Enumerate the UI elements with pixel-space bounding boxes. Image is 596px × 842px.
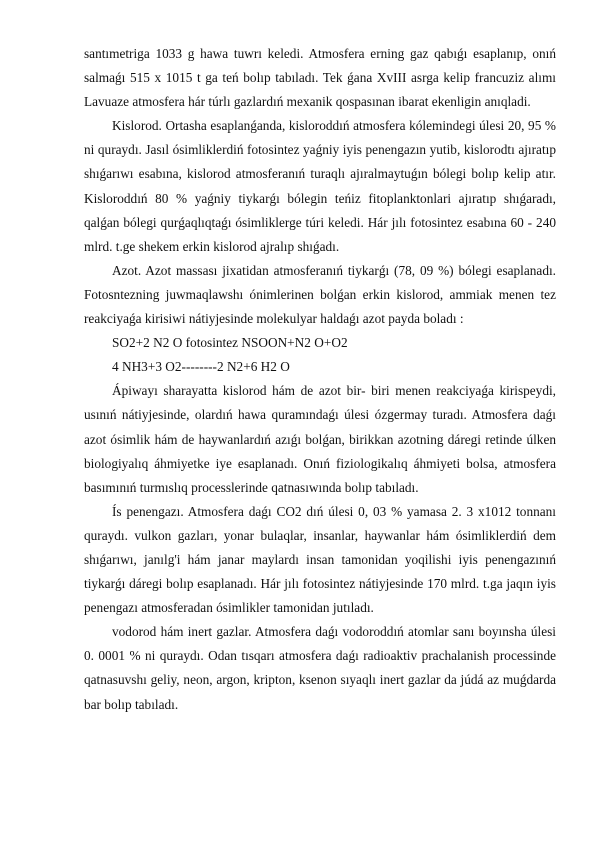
document-page [84,42,556,717]
paragraph-carbon-dioxide: Ís penengazı. Atmosfera daǵı CO2 dıń úlesi 0, 03 % yamasa 2. 3 x1012 tonnanı quraydı. vulkon gazları, yonar bulaqlar, insanlar, haywanlar hám ósimliklerdiń dem shıǵarıwı, janılg'i hám janar maylardı insan tamonidan yoqilishi iyis penengazınıń tiykarǵı dáregi bolıp esaplanadı. Hár jılı fotosintez nátiyjesinde 170 mlrd. t.ga jaqın iyis penengazı atmosferadan ósimlikler tamonidan jutıladı. [84,503,556,616]
paragraph-oxygen-nitrogen-reaction: Ápiwayı sharayatta kislorod hám de azot bir- biri menen reakciyaǵa kirispeydi, usınıń nátiyjesinde, olardıń hawa quramındaǵı úlesi ózgermay turadı. Atmosfera daǵı azot ósimlik hám de haywanlardıń azıǵı bolǵan, birikkan azotning dáregi retinde úlken biologiyalıq áhmiyetke iye esaplanadı. Onıń fiziologikalıq áhmiyeti bolsa, atmosfera basımınıń turmıslıq processlerinde qatnasıwında bolıp tabıladı. [84,383,556,495]
paragraph-oxygen: Kislorod. Ortasha esaplanǵanda, kisloroddıń atmosfera kólemindegi úlesi 20, 95 % ni quraydı. Jasıl ósimliklerdiń fotosintez yaǵniy iyis penengazın yutib, kislorodtı ajıratıp shıǵarıwı esabına, kislorod atmosferanıń turaqlı ajıralmaytuǵın bólegi bolıp kelip atır. Kisloroddıń 80 % yaǵniy tiykarǵı bólegin teńiz fitoplanktonlari ajıratıp shıǵaradı, qalǵan bólegi qurǵaqlıqtaǵı ósimliklerge túri keledi. Hár jılı fotosintez esabına 60 - 240 mlrd. t.ge shekem erkin kislorod ajralıp shıǵadı. [84,118,556,254]
paragraph-hydrogen-inert-gases: vodorod hám inert gazlar. Atmosfera daǵı vodoroddıń atomlar sanı boyınsha úlesi 0. 0001 % ni quraydı. Odan tısqarı atmosfera daǵı radioaktiv prachalanish processinde qatnasuvshı geliy, neon, argon, kripton, ksenon sıyaqlı inert gazlar da júdá az muǵdarda bar bolıp tabıladı. [84,624,556,712]
paragraph-nitrogen: Azot. Azot massası jixatidan atmosferanıń tiykarǵı (78, 09 %) bólegi esaplanadı. Fotosntezning juwmaqlawshı ónimlerinen bolǵan erkin kislorod, ammiak menen tez reakciyaǵa kirisiwi nátiyjesinde molekulyar haldaǵı azot payda boladı : [84,262,556,327]
equation-photosynthesis: SO2+2 N2 O fotosintez NSOON+N2 O+O2 [112,335,348,351]
equation-ammonia: 4 NH3+3 O2--------2 N2+6 H2 O [112,359,290,375]
paragraph-intro: santımetriga 1033 g hawa tuwrı keledi. Atmosfera erning gaz qabıǵı esaplanıp, onıń salmaǵı 515 x 1015 t ga teń bolıp tabıladı. Tek ǵana XvIII asrga kelip francuziz alımı Lavuaze atmosfera hár túrlı gazlardıń mexanik qospasınan ibarat ekenligin anıqladi. [84,46,556,110]
